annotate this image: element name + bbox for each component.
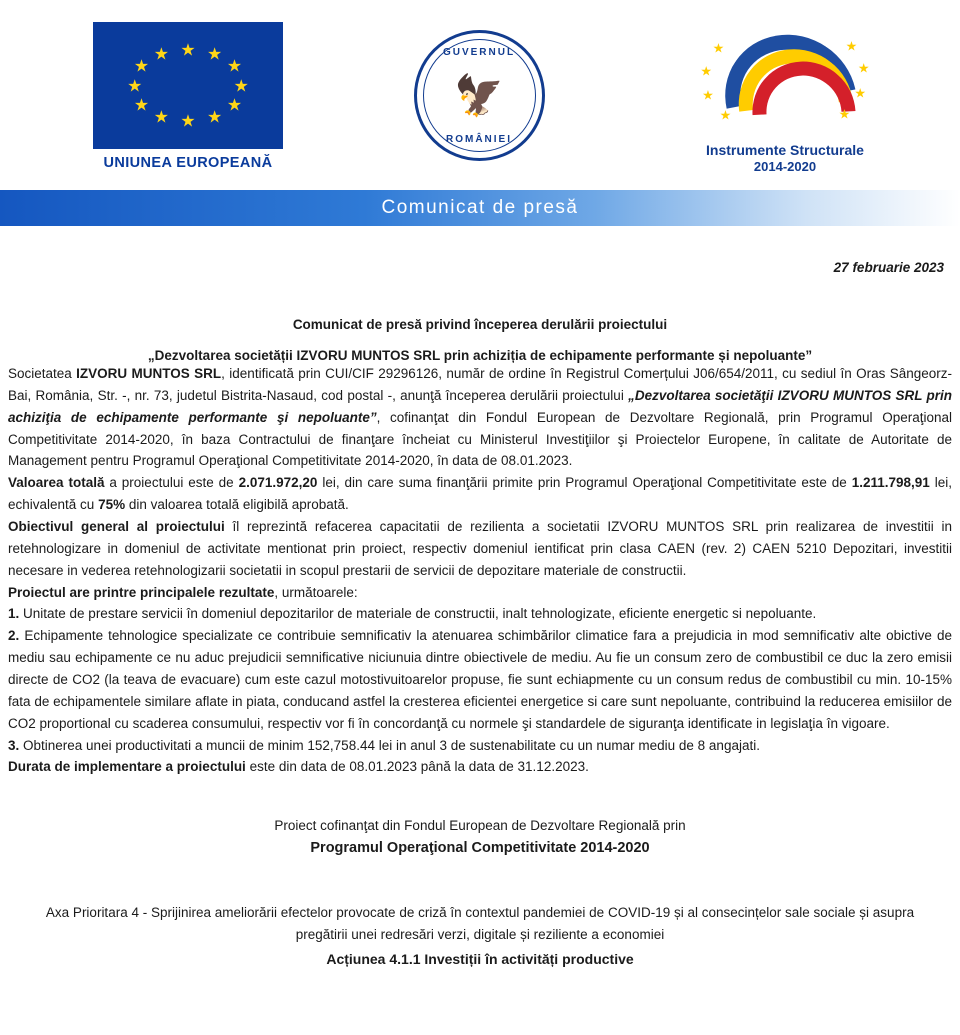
paragraph-results-intro: Proiectul are printre principalele rezultate, următoarele: bbox=[8, 584, 358, 600]
government-seal-icon bbox=[414, 30, 545, 161]
document-heading-1: Comunicat de presă privind începerea derulării proiectului bbox=[292, 317, 668, 332]
result-item-1: 1. Unitate de prestare servicii în domeniul depozitarilor de materiale de constructii, inalt tehnologizate, eficiente energetic si nepoluante. bbox=[8, 606, 817, 622]
eu-star-icon: ★ bbox=[180, 40, 196, 60]
eagle-icon: 🦅 bbox=[454, 73, 504, 118]
government-seal-bottom-text: ROMÂNIEI bbox=[446, 134, 512, 145]
si-star-icon: ★ bbox=[700, 63, 713, 79]
si-star-icon: ★ bbox=[719, 107, 732, 123]
logo-header bbox=[0, 0, 960, 174]
band-title: Comunicat de presă bbox=[381, 197, 579, 218]
structural-instruments-icon bbox=[698, 28, 873, 140]
document-heading-2: „Dezvoltarea societății IZVORU MUNTOS SRL prin achiziția de echipamente performante și nepoluante” bbox=[147, 348, 813, 363]
funding-percent: 75% bbox=[98, 497, 126, 513]
paragraph-total-value: Valoarea totală a proiectului este de 2.071.972,20 lei, din care suma finanţării primite prin Programul Operaţional Competitivitate este de 1.211.798,91 lei, echivalentă cu 75% din valoarea totală eligibilă aprobată. bbox=[8, 475, 952, 513]
structural-instruments-stars bbox=[698, 28, 873, 140]
eu-star-icon: ★ bbox=[226, 56, 243, 76]
document-body bbox=[0, 260, 960, 997]
paragraph-company-intro: Societatea IZVORU MUNTOS SRL, identificată prin CUI/CIF 29296126, număr de ordine în Registrul Comerțului J06/654/2011, cu sediul în Oras Sângeorz-Bai, România, Str. -, nr. 73, judetul Bistrita-Nasaud, cod postal -, anunţă începerea derulării proiectului „Dezvoltarea societăţii IZVORU MUNTOS SRL prin achiziţia de echipamente performante şi nepoluante”, cofinanţat din Fondul European de Dezvoltare Regională, prin Programul Operaţional Competitivitate 2014-2020, în baza Contractului de finanţare încheiat cu Ministerul Investiţiilor şi Proiectelor Europene, în calitate de Autoritate de Management pentru Programul Operaţional Competitivitate 2014-2020, în data de 08.01.2023. bbox=[8, 366, 952, 469]
eu-star-icon: ★ bbox=[153, 107, 170, 127]
eu-flag-icon bbox=[93, 22, 283, 149]
structural-instruments-caption-line1: Instrumente Structurale bbox=[706, 142, 864, 158]
eu-logo-caption: UNIUNEA EUROPEANĂ bbox=[103, 155, 273, 171]
si-star-icon: ★ bbox=[838, 106, 851, 122]
eu-star-icon: ★ bbox=[180, 111, 196, 131]
company-name: IZVORU MUNTOS SRL bbox=[76, 366, 222, 381]
eu-star-icon: ★ bbox=[133, 56, 150, 76]
result-item-2: 2. Echipamente tehnologice specializate ce contribuie semnificativ la atenuarea schimbărilor climatice fara a prejudicia in mod semnificativ alte obictive de mediu sau echipamente ce nu aduc prejudicii semnificative niciunuia dintre obiectivele de mediu. Au fie un consum zero de combustibil ce duc la zero emisii directe de CO2 (la teava de evacuare) cum este cazul motostivuitoarelor propuse, fie sunt echiapmente cu un consum redus de combustibil cu min. 10-15% fata de echipamentele similare aflate in piata, conducand astfel la cresterea eficientei energetice si care sunt nepoluante, contribuind la reducerea emisiilor de CO2 proportional cu scaderea consumului, respectiv vor fi în concordanţă cu normele şi standardele de siguranţa identificate in legislaţia în vigoare. bbox=[8, 628, 952, 731]
funding-amount: 1.211.798,91 bbox=[851, 475, 930, 491]
structural-instruments-caption-line2: 2014-2020 bbox=[753, 159, 817, 174]
structural-instruments-logo bbox=[670, 22, 900, 174]
government-seal-top-text: GUVERNUL bbox=[442, 47, 516, 58]
result-item-3: 3. Obtinerea unei productivitati a muncii de minim 152,758.44 lei in anul 3 de sustenabilitate cu un numar mediu de 8 angajati. bbox=[8, 737, 760, 753]
footer-programme-line: Programul Operaţional Competitivitate 2014-2020 bbox=[310, 840, 650, 857]
si-star-icon: ★ bbox=[854, 85, 867, 101]
project-title-inline: „Dezvoltarea societăţii IZVORU MUNTOS SRL prin achiziţia de echipamente performante şi nepoluante” bbox=[8, 387, 952, 425]
si-star-icon: ★ bbox=[857, 60, 870, 76]
paragraph-general-objective: Obiectivul general al proiectului îl reprezintă refacerea capacitatii de rezilienta a societatii IZVORU MUNTOS SRL prin realizarea de investitii in retehnologizare in domeniul de activitate mentionat prin proiect, respectiv domeniul ientificat prin clasa CAEN (rev. 2) CAEN 5210 Depozitari, investitii necesare in vederea retehnologizarii societatii in scopul prestarii de servicii de depozitare materiale de constructii. bbox=[8, 519, 952, 578]
total-value-amount: 2.071.972,20 bbox=[238, 475, 318, 491]
eu-star-icon: ★ bbox=[153, 44, 170, 64]
eu-star-icon: ★ bbox=[127, 76, 143, 95]
title-band bbox=[0, 190, 960, 226]
si-star-icon: ★ bbox=[712, 40, 725, 56]
eu-star-icon: ★ bbox=[233, 76, 249, 95]
eu-star-icon: ★ bbox=[133, 95, 150, 115]
eu-star-icon: ★ bbox=[206, 107, 223, 127]
eu-star-icon: ★ bbox=[226, 95, 243, 115]
government-logo bbox=[384, 22, 574, 161]
si-star-icon: ★ bbox=[845, 38, 858, 54]
footer-priority-axis: Axa Prioritara 4 - Sprijinirea ameliorării efectelor provocate de criză în contextul pandemiei de COVID-19 și al consecințelor sale sociale și asupra pregătirii unei redresări verzi, digitale și reziliente a economiei bbox=[45, 905, 915, 943]
si-star-icon: ★ bbox=[702, 87, 714, 103]
paragraph-implementation-period: Durata de implementare a proiectului este din data de 08.01.2023 până la data de 31.12.2023. bbox=[8, 759, 589, 775]
eu-star-icon: ★ bbox=[206, 44, 223, 64]
document-date: 27 februarie 2023 bbox=[833, 260, 944, 275]
footer-action-line: Acțiunea 4.1.1 Investiții în activități productive bbox=[326, 951, 634, 968]
footer-cofinancing-line: Proiect cofinanţat din Fondul European de Dezvoltare Regională prin bbox=[274, 818, 686, 834]
eu-logo bbox=[88, 22, 288, 171]
